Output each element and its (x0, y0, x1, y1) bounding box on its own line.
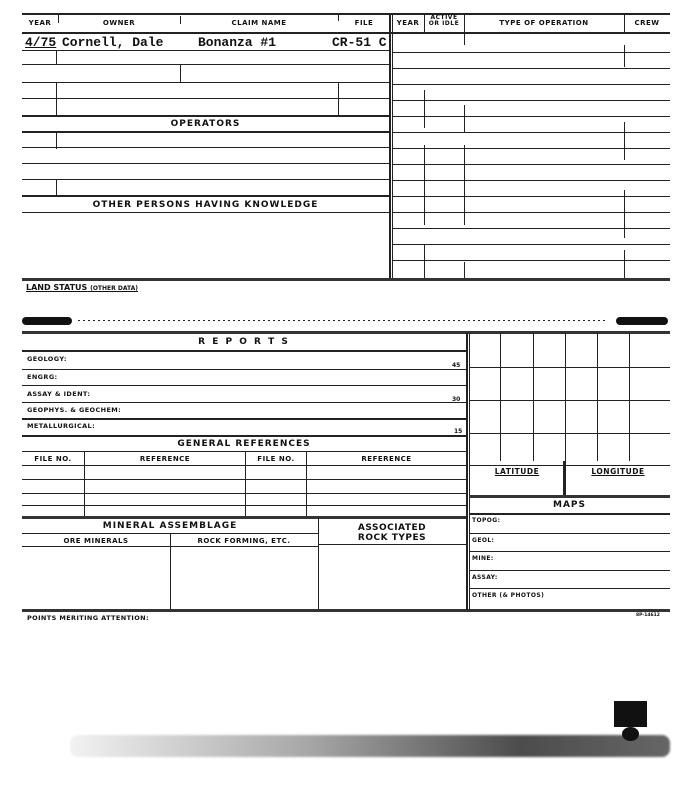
form-code: 8P-14612 (636, 613, 660, 618)
divider (245, 451, 246, 517)
divider (180, 64, 181, 82)
report-number-assay: 30 (452, 396, 461, 403)
row-line (22, 451, 466, 452)
row-line (22, 64, 389, 65)
report-label-engrg: ENGRG: (27, 373, 58, 381)
divider (84, 451, 85, 517)
row-line (393, 132, 670, 133)
ref-header-reference-2: REFERENCE (361, 455, 412, 463)
report-label-geology: GEOLOGY: (27, 355, 67, 363)
divider (464, 105, 465, 133)
row-line (393, 148, 670, 149)
row-line (469, 551, 670, 552)
row-line (393, 68, 670, 69)
map-other-photos: OTHER (& PHOTOS) (472, 592, 545, 599)
other-persons-title: OTHER PERSONS HAVING KNOWLEDGE (92, 200, 319, 210)
report-label-assay: ASSAY & IDENT: (27, 390, 91, 398)
row-line (22, 350, 466, 352)
header-type-of-operation: TYPE OF OPERATION (499, 19, 589, 27)
grid-line (469, 367, 670, 368)
divider (56, 179, 57, 195)
header-active: ACTIVE (430, 14, 458, 21)
section-rule (22, 516, 466, 519)
report-number-geology: 45 (452, 362, 461, 369)
header-claim-name: CLAIM NAME (231, 19, 287, 27)
row-line (393, 212, 670, 213)
divider (624, 190, 625, 238)
redaction-mark (22, 317, 72, 325)
ref-header-reference-1: REFERENCE (139, 455, 191, 463)
row-line (393, 244, 670, 245)
grid-line (533, 333, 534, 461)
grid-line (469, 400, 670, 401)
scan-artifact (78, 320, 608, 321)
row-line (22, 163, 389, 164)
row-line (22, 115, 389, 117)
map-mine: MINE: (472, 555, 494, 562)
general-references-title: GENERAL REFERENCES (177, 439, 311, 449)
section-rule (22, 609, 670, 612)
grid-line (469, 465, 670, 466)
divider (464, 33, 465, 45)
row-line (393, 196, 670, 197)
associated-rock-types-header (318, 523, 466, 543)
header-op-year: YEAR (396, 19, 420, 27)
divider (56, 82, 57, 116)
header-file: FILE (354, 19, 374, 27)
map-topog: TOPOG: (472, 517, 501, 524)
latitude-label: LATITUDE (494, 467, 540, 476)
header-owner: OWNER (102, 19, 136, 27)
header-year: YEAR (28, 19, 52, 27)
row-line (22, 385, 466, 386)
section-rule (22, 278, 670, 281)
file-number: CR-51 C (332, 35, 387, 50)
divider (464, 262, 465, 278)
grid-line (500, 333, 501, 461)
row-line (393, 180, 670, 181)
row-line (22, 82, 389, 83)
associated-rock-types-line2: ROCK TYPES (357, 533, 427, 543)
row-line (22, 131, 389, 133)
grid-line (629, 333, 630, 461)
rule (22, 13, 670, 15)
operators-title: OPERATORS (170, 119, 241, 129)
divider (306, 451, 307, 517)
row-line (393, 228, 670, 229)
mineral-assemblage-title: MINERAL ASSEMBLAGE (102, 521, 238, 531)
scan-artifact-dot (622, 727, 639, 741)
row-line (393, 116, 670, 117)
ref-header-file-no-1: FILE NO. (34, 455, 72, 463)
map-geol: GEOL: (472, 537, 495, 544)
land-status-title: LAND STATUS (26, 283, 88, 292)
ore-minerals-header: ORE MINERALS (63, 537, 129, 545)
maps-title: MAPS (553, 500, 586, 510)
land-status-label (26, 283, 138, 292)
associated-rock-types-line1: ASSOCIATED (357, 523, 427, 533)
row-line (393, 260, 670, 261)
header-or-idle: OR IDLE (428, 20, 460, 27)
row-line (22, 465, 466, 466)
header-active-or-idle (424, 15, 464, 27)
owner-year: 4/75 (25, 35, 57, 50)
grid-line (469, 433, 670, 434)
section-divider (466, 333, 468, 610)
ref-header-file-no-2: FILE NO. (257, 455, 295, 463)
reports-title: R E P O R T S (198, 337, 290, 347)
divider (338, 82, 339, 116)
row-line (22, 195, 389, 197)
row-line (22, 179, 389, 180)
report-label-geophys: GEOPHYS. & GEOCHEM: (27, 406, 122, 414)
points-meriting-attention-label: POINTS MERITING ATTENTION: (27, 614, 149, 622)
report-number-metallurgical: 15 (454, 428, 463, 435)
row-line (469, 513, 670, 515)
land-status-subtitle: (OTHER DATA) (90, 285, 139, 292)
row-line (393, 84, 670, 85)
row-line (469, 533, 670, 534)
row-line (22, 212, 389, 213)
grid-line (597, 333, 598, 461)
divider (424, 145, 425, 225)
row-line (318, 544, 466, 545)
section-rule (469, 495, 670, 498)
claim-name: Bonanza #1 (198, 35, 277, 50)
row-line (393, 100, 670, 101)
row-line (469, 588, 670, 589)
row-line (22, 98, 389, 99)
row-line (22, 147, 389, 148)
owner-name: Cornell, Dale (62, 35, 164, 50)
section-divider (389, 13, 391, 278)
map-assay: ASSAY: (472, 574, 498, 581)
row-line (22, 369, 466, 370)
divider (424, 245, 425, 278)
row-line (22, 479, 466, 480)
row-line (393, 52, 670, 53)
report-label-metallurgical: METALLURGICAL: (27, 422, 96, 430)
scan-artifact-block (614, 701, 647, 727)
row-line (22, 546, 318, 547)
row-line (393, 164, 670, 165)
divider (424, 90, 425, 128)
redaction-mark (616, 317, 668, 325)
row-line (22, 505, 466, 506)
row-line (469, 570, 670, 571)
divider (624, 122, 625, 160)
section-rule (22, 331, 670, 334)
rule (22, 32, 670, 34)
divider (56, 50, 57, 64)
scan-smear (70, 735, 670, 757)
divider (624, 45, 625, 67)
row-line (22, 50, 389, 51)
header-crew: CREW (634, 19, 660, 27)
longitude-label: LONGITUDE (591, 467, 645, 476)
divider (464, 145, 465, 225)
row-line (22, 402, 466, 403)
rock-forming-header: ROCK FORMING, ETC. (197, 537, 291, 545)
row-line (22, 493, 466, 494)
row-line (22, 418, 466, 420)
divider (624, 250, 625, 278)
row-line (22, 435, 466, 437)
